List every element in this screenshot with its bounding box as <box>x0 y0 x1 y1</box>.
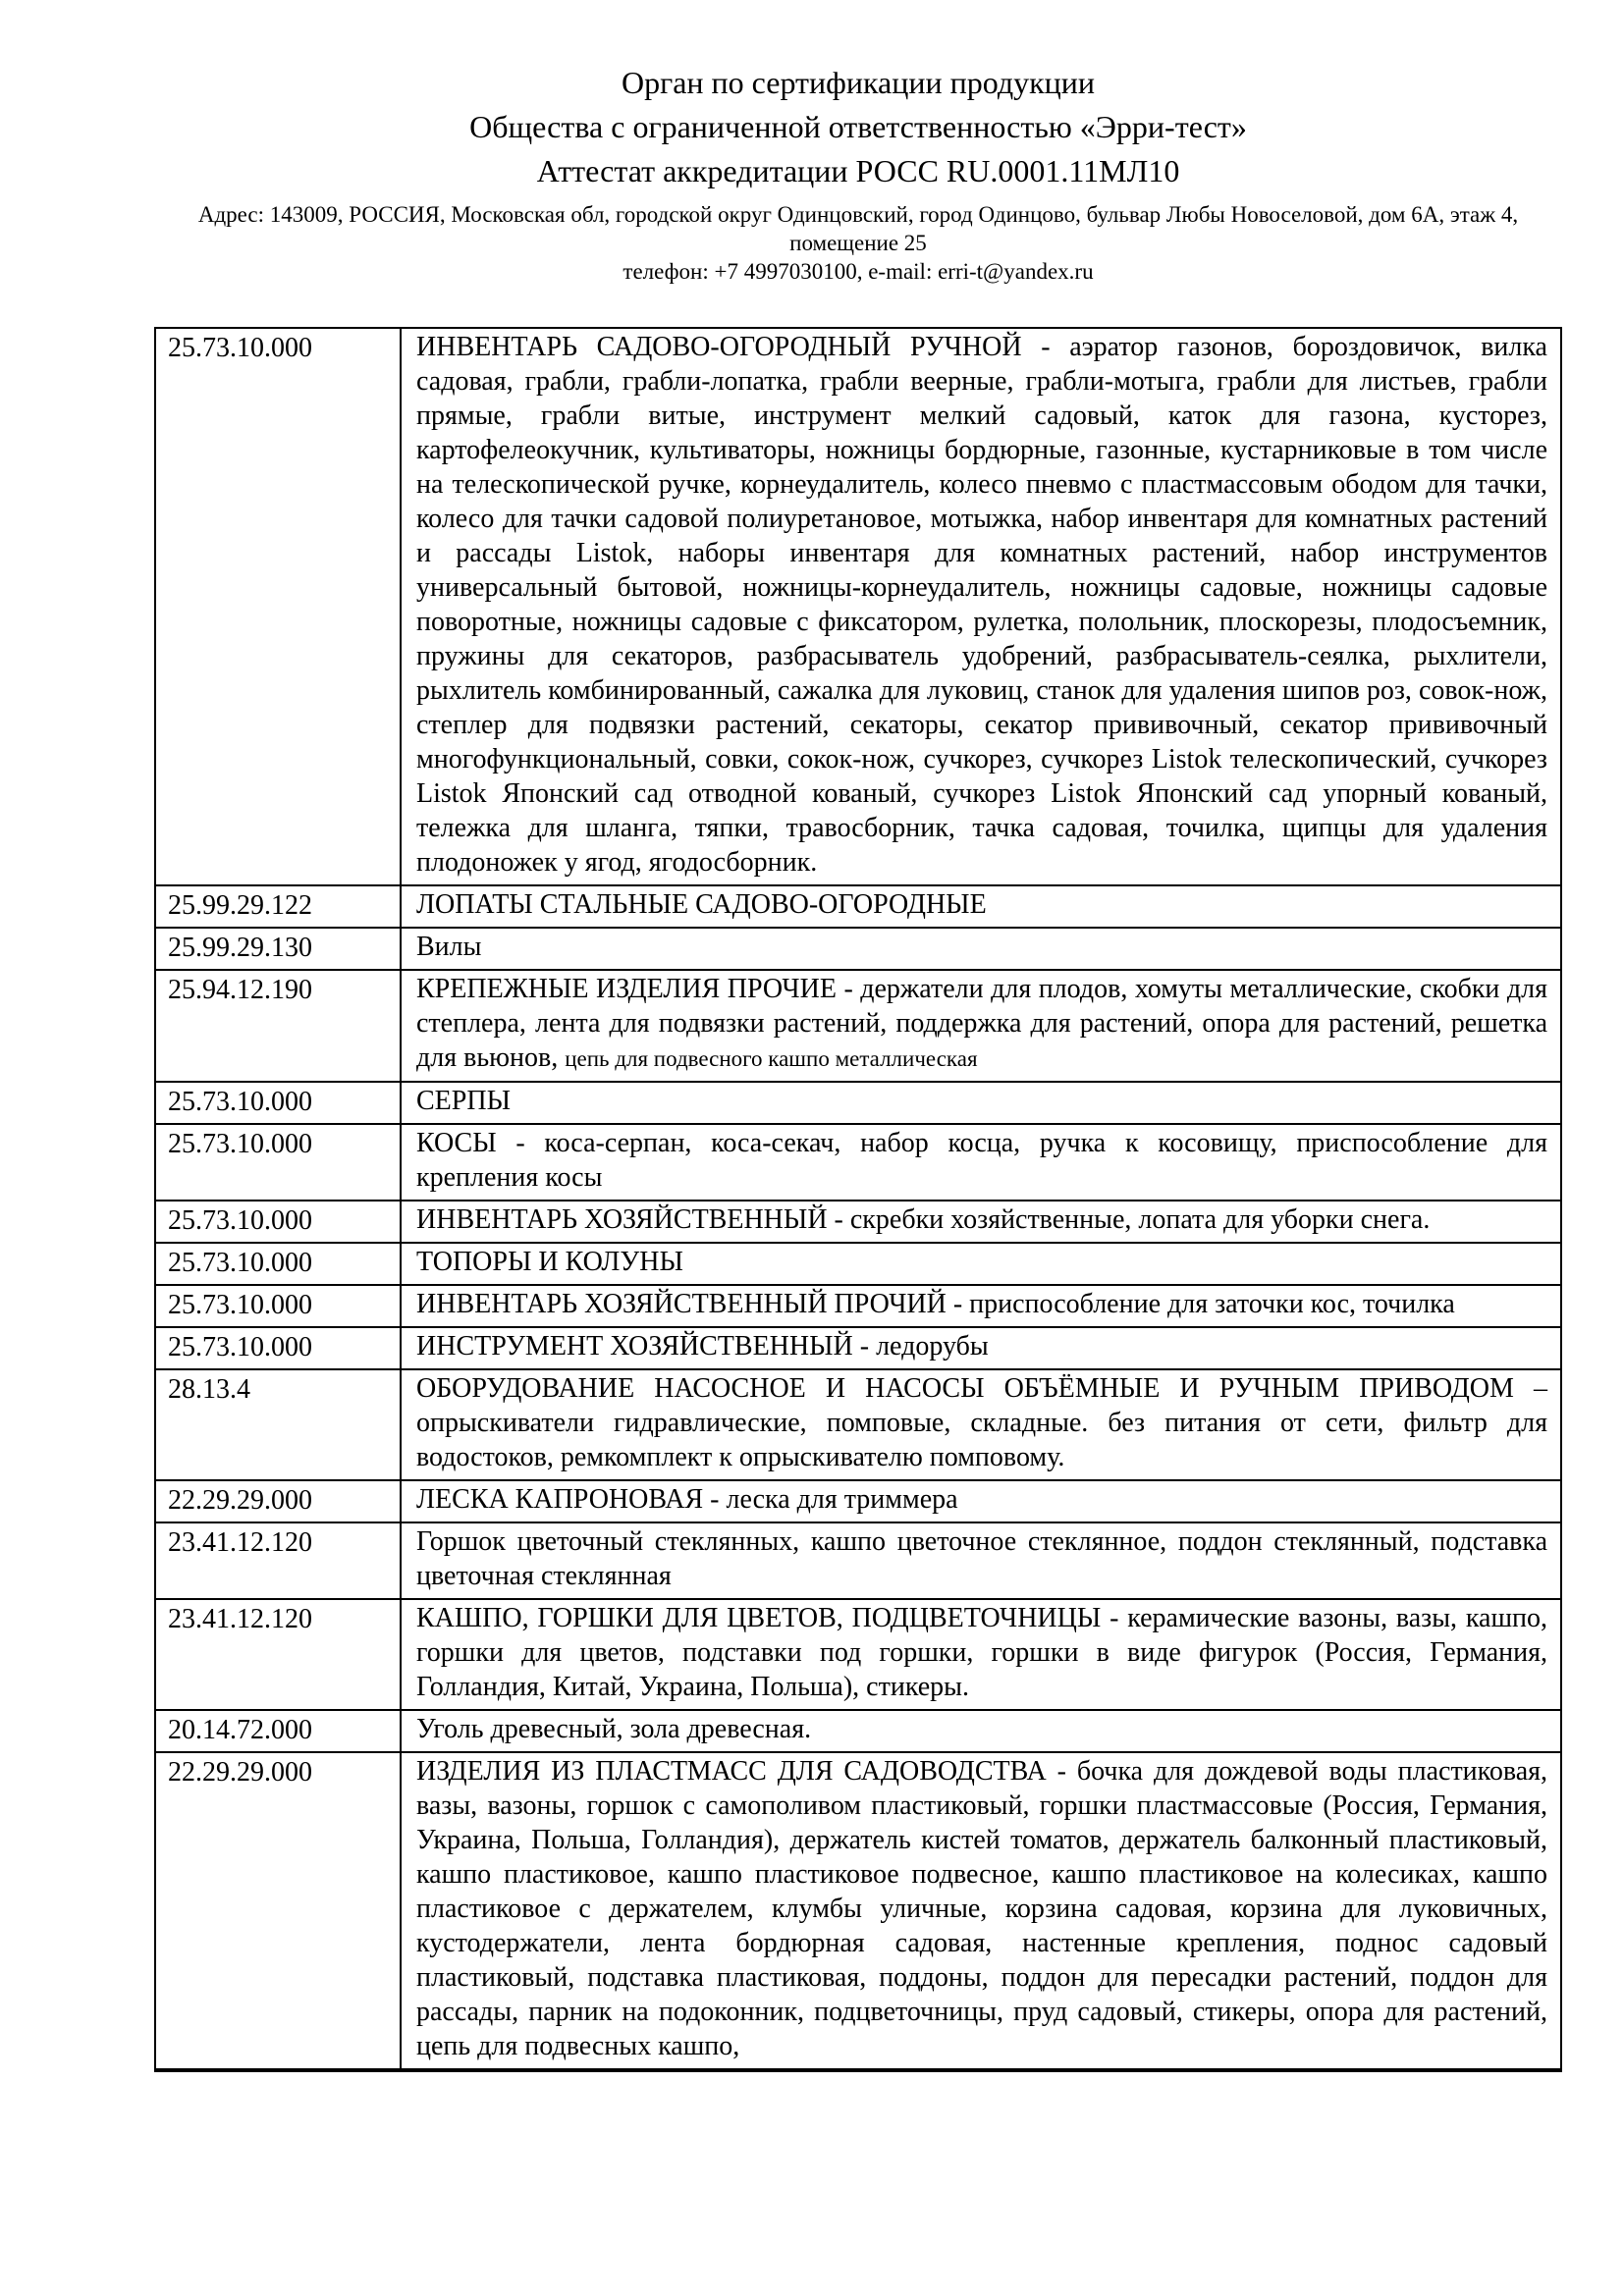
table-row <box>155 1752 1561 2070</box>
code-cell: 25.73.10.000 <box>155 1124 401 1201</box>
table-row <box>155 970 1561 1082</box>
description-text: ТОПОРЫ И КОЛУНЫ <box>416 1247 683 1277</box>
description-text: ЛОПАТЫ СТАЛЬНЫЕ САДОВО-ОГОРОДНЫЕ <box>416 889 987 920</box>
description-cell <box>401 1480 1561 1522</box>
description-text: Горшок цветочный стеклянных, кашпо цветочное стеклянное, поддон стеклянный, подставка цветочная стеклянная <box>416 1526 1547 1591</box>
description-text: ЛЕСКА КАПРОНОВАЯ - леска для триммера <box>416 1484 958 1515</box>
table-row <box>155 885 1561 928</box>
code-cell: 20.14.72.000 <box>155 1710 401 1752</box>
description-cell <box>401 1752 1561 2070</box>
premises-line: помещение 25 <box>789 231 927 255</box>
description-text: Вилы <box>416 932 482 962</box>
address-line: Адрес: 143009, РОССИЯ, Московская обл, городской округ Одинцовский, город Одинцово, бульвар Любы Новоселовой, дом 6А, этаж 4, <box>197 202 1519 227</box>
table-row <box>155 328 1561 885</box>
table-row <box>155 1369 1561 1480</box>
table-row <box>155 928 1561 970</box>
code-cell: 25.73.10.000 <box>155 328 401 885</box>
code-cell: 28.13.4 <box>155 1369 401 1480</box>
description-cell <box>401 885 1561 928</box>
code-cell: 25.99.29.122 <box>155 885 401 928</box>
code-cell: 25.99.29.130 <box>155 928 401 970</box>
description-cell <box>401 1369 1561 1480</box>
description-cell <box>401 1124 1561 1201</box>
table-row <box>155 1285 1561 1327</box>
description-text: СЕРПЫ <box>416 1086 511 1116</box>
description-text: ИЗДЕЛИЯ ИЗ ПЛАСТМАСС ДЛЯ САДОВОДСТВА - бочка для дождевой воды пластиковая, вазы, вазоны, горшок с самополивом пластиковый, горшки пластмассовые (Россия, Германия, Украина, Польша, Голландия), держатель кистей томатов, держатель балконный пластиковый, кашпо пластиковое, кашпо пластиковое подвесное, кашпо пластиковое на колесиках, кашпо пластиковое с держателем, клумбы уличные, корзина садовая, корзина для луковичных, кустодержатели, лента бордюрная садовая, настенные крепления, поднос садовый пластиковый, подставка пластиковая, поддоны, поддон для пересадки растений, поддон для рассады, парник на подоконник, подцветочницы, пруд садовый, стикеры, опора для растений, цепь для подвесных кашпо, <box>416 1756 1547 2061</box>
accreditation-line: Аттестат аккредитации РОСС RU.0001.11МЛ10 <box>536 153 1180 188</box>
code-cell: 22.29.29.000 <box>155 1752 401 2070</box>
description-cell <box>401 1285 1561 1327</box>
description-text: КРЕПЕЖНЫЕ ИЗДЕЛИЯ ПРОЧИЕ - держатели для плодов, хомуты металлические, скобки для степлера, лента для подвязки растений, поддержка для растений, опора для растений, решетка для вьюнов, <box>416 974 1547 1073</box>
description-cell <box>401 1327 1561 1369</box>
document-header <box>154 61 1562 286</box>
code-cell: 23.41.12.120 <box>155 1599 401 1710</box>
description-text: КОСЫ - коса-серпан, коса-секач, набор косца, ручка к косовищу, приспособление для крепления косы <box>416 1128 1547 1193</box>
description-text: ИНВЕНТАРЬ ХОЗЯЙСТВЕННЫЙ - скребки хозяйственные, лопата для уборки снега. <box>416 1204 1431 1235</box>
code-cell: 23.41.12.120 <box>155 1522 401 1599</box>
description-cell <box>401 328 1561 885</box>
table-row <box>155 1710 1561 1752</box>
table-row <box>155 1124 1561 1201</box>
description-cell <box>401 928 1561 970</box>
description-cell <box>401 1599 1561 1710</box>
org-name-line: Общества с ограниченной ответственностью «Эрри-тест» <box>469 109 1247 144</box>
code-cell: 25.73.10.000 <box>155 1243 401 1285</box>
contact-line: телефон: +7 4997030100, e-mail: erri-t@yandex.ru <box>623 259 1094 284</box>
description-text: ИНСТРУМЕНТ ХОЗЯЙСТВЕННЫЙ - ледорубы <box>416 1331 989 1362</box>
description-cell <box>401 1243 1561 1285</box>
description-text: ОБОРУДОВАНИЕ НАСОСНОЕ И НАСОСЫ ОБЪЁМНЫЕ И РУЧНЫМ ПРИВОДОМ – опрыскиватели гидравлические, помповые, складные. без питания от сети, фильтр для водостоков, ремкомплект к опрыскивателю помповому. <box>416 1373 1547 1472</box>
description-cell <box>401 970 1561 1082</box>
table-row <box>155 1480 1561 1522</box>
table-row <box>155 1327 1561 1369</box>
table-row <box>155 1082 1561 1124</box>
code-cell: 25.73.10.000 <box>155 1201 401 1243</box>
description-text: ИНВЕНТАРЬ САДОВО-ОГОРОДНЫЙ РУЧНОЙ - аэратор газонов, бороздовичок, вилка садовая, грабли, грабли-лопатка, грабли веерные, грабли-мотыга, грабли для листьев, грабли прямые, грабли витые, инструмент мелкий садовый, каток для газона, кусторез, картофелеокучник, культиваторы, ножницы бордюрные, газонные, кустарниковые в том числе на телескопической ручке, корнеудалитель, колесо пневмо с пластмассовым ободом для тачки, колесо для тачки садовой полиуретановое, мотыжка, набор инвентаря для комнатных растений и рассады Listok, наборы инвентаря для комнатных растений, набор инструментов универсальный бытовой, ножницы-корнеудалитель, ножницы садовые, ножницы садовые поворотные, ножницы садовые с фиксатором, рулетка, полольник, плоскорезы, плодосъемник, пружины для секаторов, разбрасыватель удобрений, разбрасыватель-сеялка, рыхлители, рыхлитель комбинированный, сажалка для луковиц, станок для удаления шипов роз, совок-нож, степлер для подвязки растений, секаторы, секатор прививочный, секатор прививочный многофункциональный, совки, сокок-нож, сучкорез, сучкорез Listok телескопический, сучкорез Listok Японский сад отводной кованый, сучкорез Listok Японский сад упорный кованый, тележка для шланга, тяпки, травосборник, тачка садовая, точилка, щипцы для удаления плодоножек у ягод, ягодосборник. <box>416 332 1547 878</box>
code-cell: 25.73.10.000 <box>155 1082 401 1124</box>
description-cell <box>401 1201 1561 1243</box>
table-row <box>155 1599 1561 1710</box>
code-cell: 25.73.10.000 <box>155 1327 401 1369</box>
table-body <box>155 328 1561 2070</box>
product-codes-table <box>154 327 1562 2072</box>
description-text: ИНВЕНТАРЬ ХОЗЯЙСТВЕННЫЙ ПРОЧИЙ - приспособление для заточки кос, точилка <box>416 1289 1455 1319</box>
table-row <box>155 1243 1561 1285</box>
org-type-line: Орган по сертификации продукции <box>621 65 1096 100</box>
description-text-small: цепь для подвесного кашпо металлическая <box>565 1046 978 1071</box>
description-cell <box>401 1710 1561 1752</box>
description-text: КАШПО, ГОРШКИ ДЛЯ ЦВЕТОВ, ПОДЦВЕТОЧНИЦЫ - керамические вазоны, вазы, кашпо, горшки для цветов, подставки под горшки, горшки в виде фигурок (Россия, Германия, Голландия, Китай, Украина, Польша), стикеры. <box>416 1603 1547 1702</box>
code-cell: 25.73.10.000 <box>155 1285 401 1327</box>
description-cell <box>401 1522 1561 1599</box>
description-text: Уголь древесный, зола древесная. <box>416 1714 812 1744</box>
description-cell <box>401 1082 1561 1124</box>
table-row <box>155 1522 1561 1599</box>
code-cell: 25.94.12.190 <box>155 970 401 1082</box>
code-cell: 22.29.29.000 <box>155 1480 401 1522</box>
table-row <box>155 1201 1561 1243</box>
